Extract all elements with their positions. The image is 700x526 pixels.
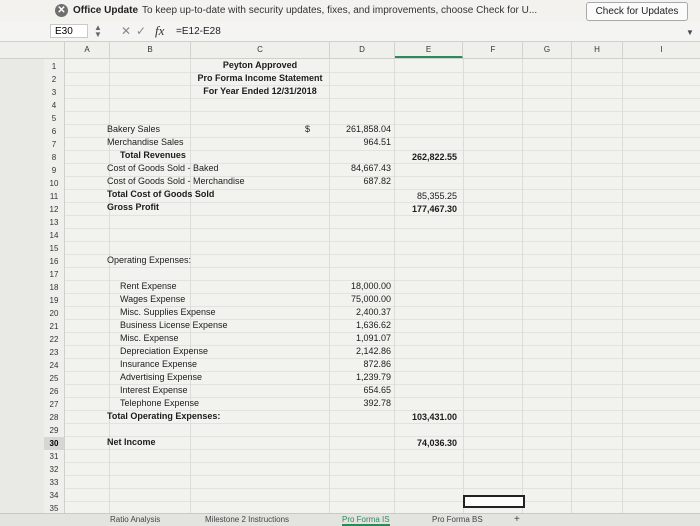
col-header-e[interactable]: E [395, 42, 463, 58]
row-header-selected[interactable]: 30 [44, 437, 64, 450]
row-header[interactable]: 22 [49, 335, 59, 344]
row-headers [44, 59, 65, 513]
row-header[interactable]: 17 [49, 270, 59, 279]
expense-label: Misc. Supplies Expense [120, 307, 216, 317]
expense-value: 392.78 [363, 398, 391, 408]
row-header[interactable]: 8 [51, 153, 57, 162]
expense-value: 1,636.62 [355, 320, 391, 330]
col-header-a[interactable]: A [65, 42, 110, 58]
tab-pro-forma-is[interactable]: Pro Forma IS [342, 515, 390, 524]
grid-line [463, 59, 464, 513]
total-revenues-value: 262,822.55 [411, 152, 457, 162]
total-operating-expenses-label: Total Operating Expenses: [107, 411, 221, 421]
statement-period: For Year Ended 12/31/2018 [203, 86, 317, 96]
bakery-sales-label: Bakery Sales [107, 124, 161, 134]
expense-label: Interest Expense [120, 385, 188, 395]
check-for-updates-button[interactable]: Check for Updates [586, 2, 688, 21]
select-all-corner[interactable] [44, 42, 65, 58]
function-icon[interactable]: fx [155, 23, 165, 38]
row-header[interactable]: 2 [51, 75, 57, 84]
expense-value: 2,400.37 [355, 307, 391, 317]
expense-label: Rent Expense [120, 281, 177, 291]
company-name: Peyton Approved [222, 60, 298, 70]
banner-message: To keep up-to-date with security updates, fixes, and improvements, choose Check for U... [142, 5, 538, 16]
row-header[interactable]: 27 [49, 400, 59, 409]
expense-value: 654.65 [363, 385, 391, 395]
cogs-merchandise-label: Cost of Goods Sold - Merchandise [107, 176, 245, 186]
row-header[interactable]: 4 [51, 101, 57, 110]
expense-value: 18,000.00 [350, 281, 391, 291]
grid-line [65, 449, 700, 450]
row-header[interactable]: 9 [51, 166, 57, 175]
expense-label: Misc. Expense [120, 333, 179, 343]
total-cogs-value: 85,355.25 [416, 191, 457, 201]
row-header[interactable]: 33 [49, 478, 59, 487]
statement-title: Pro Forma Income Statement [197, 73, 323, 83]
grid-line [65, 215, 700, 216]
row-header[interactable]: 1 [51, 62, 57, 71]
grid-line [65, 202, 700, 203]
grid-line [65, 111, 700, 112]
expense-value: 1,091.07 [355, 333, 391, 343]
cogs-merchandise-value: 687.82 [363, 176, 391, 186]
net-income-value[interactable]: 74,036.30 [416, 438, 457, 448]
row-header[interactable]: 12 [49, 205, 59, 214]
grid-line [622, 59, 623, 513]
alert-icon: ✕ [55, 4, 68, 17]
tab-ratio-analysis[interactable]: Ratio Analysis [110, 515, 161, 524]
merchandise-sales-label: Merchandise Sales [107, 137, 184, 147]
tab-milestone-2-instructions[interactable]: Milestone 2 Instructions [205, 515, 290, 524]
col-header-d[interactable]: D [330, 42, 395, 58]
row-header[interactable]: 16 [49, 257, 59, 266]
col-header-i[interactable]: I [660, 45, 663, 54]
update-banner [0, 0, 700, 23]
row-header[interactable]: 32 [49, 465, 59, 474]
row-header[interactable]: 19 [49, 296, 59, 305]
total-revenues-label: Total Revenues [120, 150, 186, 160]
expense-value: 872.86 [363, 359, 391, 369]
row-header[interactable]: 26 [49, 387, 59, 396]
gross-profit-value: 177,467.30 [411, 204, 457, 214]
grid-line [65, 228, 700, 229]
expense-value: 75,000.00 [350, 294, 391, 304]
row-header[interactable]: 7 [51, 140, 57, 149]
grid-line [65, 267, 700, 268]
row-header[interactable]: 23 [49, 348, 59, 357]
grid-line [65, 85, 700, 86]
row-header[interactable]: 13 [49, 218, 59, 227]
col-header-c[interactable]: C [191, 42, 330, 58]
grid-line [65, 501, 700, 502]
expense-label: Insurance Expense [120, 359, 198, 369]
row-header[interactable]: 28 [49, 413, 59, 422]
row-header[interactable]: 14 [49, 231, 59, 240]
sheet-tab-bar [0, 513, 700, 526]
name-box-stepper-icon[interactable]: ▲ ▼ [94, 23, 102, 39]
formula-input[interactable]: =E12-E28 [176, 26, 221, 37]
expense-value: 2,142.86 [355, 346, 391, 356]
row-header[interactable]: 3 [51, 88, 57, 97]
grid-line [65, 475, 700, 476]
expense-label: Advertising Expense [120, 372, 203, 382]
row-header[interactable]: 11 [49, 192, 59, 201]
row-header[interactable]: 21 [49, 322, 59, 331]
grid-line [522, 59, 523, 513]
selected-cell-e30[interactable] [463, 495, 525, 508]
row-header[interactable]: 15 [49, 244, 59, 253]
cell-grid[interactable] [65, 59, 700, 513]
grid-line [65, 72, 700, 73]
dollar-sign: $ [305, 124, 311, 134]
merchandise-sales-value: 964.51 [363, 137, 391, 147]
confirm-icon[interactable]: ✓ [136, 24, 147, 38]
grid-line [571, 59, 572, 513]
grid-line [65, 436, 700, 437]
gross-profit-label: Gross Profit [107, 202, 160, 212]
expense-label: Depreciation Expense [120, 346, 209, 356]
expense-label: Wages Expense [120, 294, 186, 304]
cogs-baked-label: Cost of Goods Sold - Baked [107, 163, 219, 173]
add-sheet-icon[interactable]: + [514, 514, 520, 525]
grid-line [329, 59, 330, 513]
net-income-label: Net Income [107, 437, 156, 447]
formula-bar [0, 22, 700, 42]
total-operating-expenses-value: 103,431.00 [411, 412, 457, 422]
expense-value: 1,239.79 [355, 372, 391, 382]
bakery-sales-value: 261,858.04 [345, 124, 391, 134]
row-header[interactable]: 20 [49, 309, 59, 318]
row-header[interactable]: 6 [51, 127, 57, 136]
row-header[interactable]: 10 [49, 179, 59, 188]
col-header-f[interactable]: F [464, 42, 523, 58]
row-header[interactable]: 29 [49, 426, 59, 435]
grid-line [65, 423, 700, 424]
grid-line [190, 59, 191, 513]
grid-line [65, 241, 700, 242]
total-cogs-label: Total Cost of Goods Sold [107, 189, 215, 199]
cogs-baked-value: 84,667.43 [350, 163, 391, 173]
row-header[interactable]: 18 [49, 283, 59, 292]
column-headers [0, 42, 700, 59]
expand-formula-bar-icon[interactable]: ▼ [686, 28, 694, 37]
row-header[interactable]: 5 [51, 114, 57, 123]
operating-expenses-heading: Operating Expenses: [107, 255, 192, 265]
cancel-icon[interactable]: ✕ [121, 24, 132, 38]
row-header[interactable]: 35 [49, 504, 59, 513]
row-header[interactable]: 34 [49, 491, 59, 500]
row-header[interactable]: 24 [49, 361, 59, 370]
row-header[interactable]: 25 [49, 374, 59, 383]
expense-label: Business License Expense [120, 320, 228, 330]
col-header-g[interactable]: G [523, 42, 572, 58]
grid-line [65, 488, 700, 489]
name-box[interactable]: E30 [50, 24, 88, 38]
tab-pro-forma-bs[interactable]: Pro Forma BS [432, 515, 483, 524]
row-header[interactable]: 31 [49, 452, 59, 461]
expense-label: Telephone Expense [120, 398, 200, 408]
col-header-h[interactable]: H [572, 42, 623, 58]
grid-line [65, 462, 700, 463]
banner-title: Office Update [73, 5, 139, 16]
col-header-b[interactable]: B [110, 42, 191, 58]
grid-line [65, 98, 700, 99]
